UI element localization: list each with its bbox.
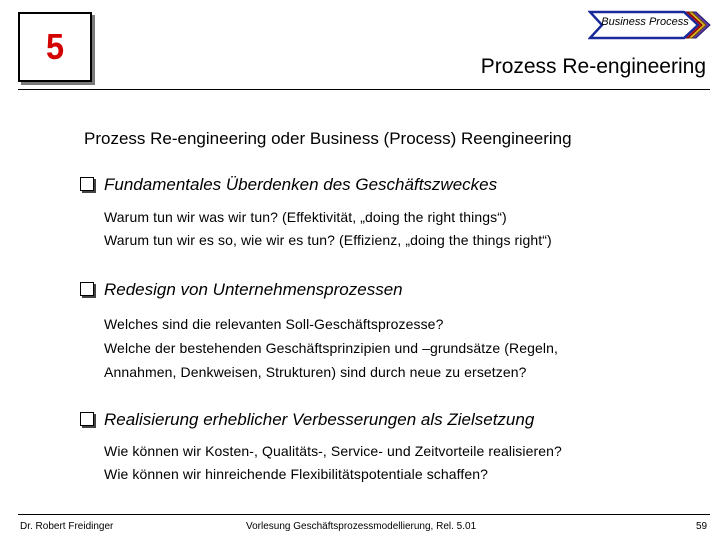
chapter-number-box <box>18 12 92 82</box>
checkbox-bullet-icon <box>80 177 94 191</box>
section-detail-line: Welche der bestehenden Geschäftsprinzipien und –grundsätze (Regeln, <box>104 340 558 356</box>
chapter-number: 5 <box>45 26 65 67</box>
page-title: Prozess Re-engineering <box>480 55 706 78</box>
checkbox-bullet-icon <box>80 412 94 426</box>
footer-page-number: 59 <box>696 521 708 532</box>
section-detail-line: Warum tun wir es so, wie wir es tun? (Effizienz, „doing the things right“) <box>104 232 552 248</box>
section-detail-line: Welches sind die relevanten Soll-Geschäftsprozesse? <box>104 316 444 332</box>
logo-label: Business Process <box>601 16 689 28</box>
header-divider <box>18 89 710 90</box>
section-detail-line: Warum tun wir was wir tun? (Effektivität, „doing the right things“) <box>104 209 507 225</box>
section-title: Fundamentales Überdenken des Geschäftszweckes <box>104 175 498 194</box>
section-detail-line: Wie können wir hinreichende Flexibilitätspotentiale schaffen? <box>104 466 489 482</box>
section-detail-line: Annahmen, Denkweisen, Strukturen) sind durch neue zu ersetzen? <box>104 364 527 380</box>
section-title: Redesign von Unternehmensprozessen <box>104 280 403 299</box>
checkbox-bullet-icon <box>80 282 94 296</box>
slide-subtitle: Prozess Re-engineering oder Business (Process) Reengineering <box>84 129 572 148</box>
section-title: Realisierung erheblicher Verbesserungen als Zielsetzung <box>104 410 535 429</box>
footer-divider <box>18 514 710 515</box>
section-detail-line: Wie können wir Kosten-, Qualitäts-, Service- und Zeitvorteile realisieren? <box>104 443 562 459</box>
footer-lecture: Vorlesung Geschäftsprozessmodellierung, Rel. 5.01 <box>246 521 477 532</box>
footer-author: Dr. Robert Freidinger <box>20 521 114 532</box>
